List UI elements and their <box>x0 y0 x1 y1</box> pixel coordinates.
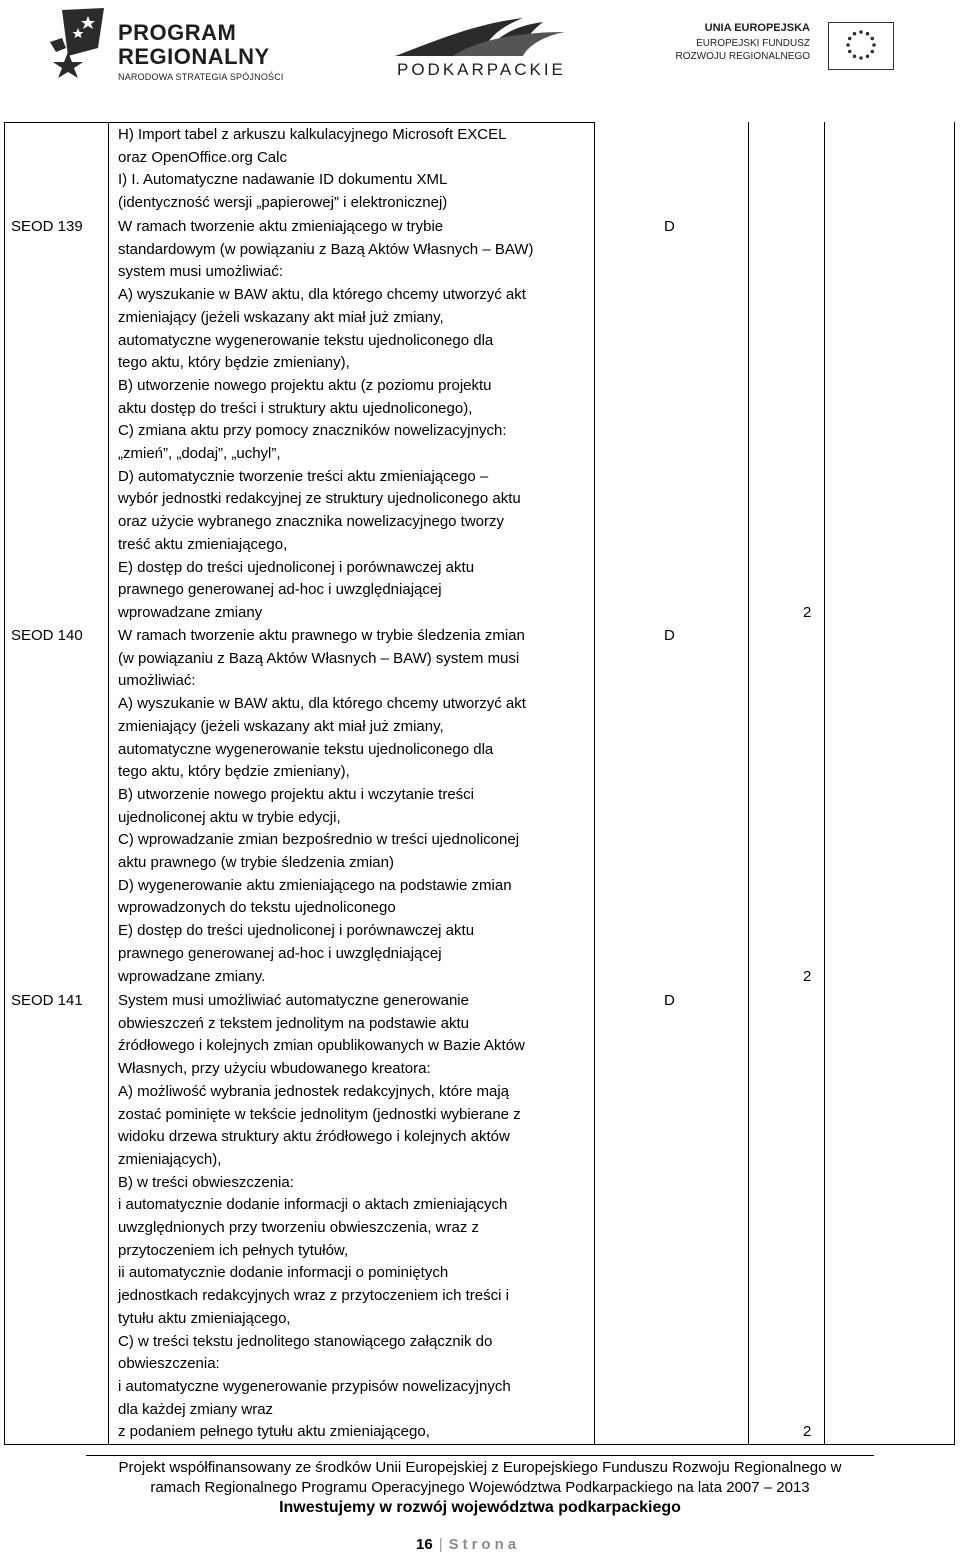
requirement-text-seod-139 <box>118 216 588 625</box>
text-line: A) możliwość wybrania jednostek redakcyjnych, które mają <box>118 1082 509 1100</box>
priority-seod-140: D <box>664 627 675 644</box>
program-line1: PROGRAM <box>118 20 237 45</box>
text-line: wybór jednostki redakcyjnej ze struktury ujednoliconego aktu <box>118 490 521 508</box>
text-line: prawnego generowanej ad-hoc i uwzględniającej <box>118 944 442 962</box>
text-line: tego aktu, który będzie zmieniany), <box>118 354 350 372</box>
weight-seod-141: 2 <box>803 1423 812 1440</box>
row-id-seod-139: SEOD 139 <box>11 218 83 235</box>
eu-line2: EUROPEJSKI FUNDUSZ <box>696 38 810 49</box>
requirement-text-seod-140 <box>118 625 588 988</box>
text-line: Własnych, przy użyciu wbudowanego kreatora: <box>118 1060 431 1078</box>
weight-seod-139: 2 <box>803 604 812 621</box>
text-line: jednostkach redakcyjnych wraz z przytoczeniem ich treści i <box>118 1287 509 1305</box>
intro-line: H) Import tabel z arkuszu kalkulacyjnego Microsoft EXCEL <box>118 126 507 143</box>
text-line: aktu prawnego (w trybie śledzenia zmian) <box>118 854 394 872</box>
row-id-seod-140: SEOD 140 <box>11 627 83 644</box>
text-line: System musi umożliwiać automatyczne generowanie <box>118 992 469 1009</box>
text-line: umożliwiać: <box>118 672 196 690</box>
region-logo-text: PODKARPACKIE <box>397 60 566 79</box>
footer-divider <box>86 1455 874 1456</box>
footer-line2: ramach Regionalnego Programu Operacyjnego Województwa Podkarpackiego na lata 2007 – 2013 <box>150 1479 810 1496</box>
text-line: obwieszczenia: <box>118 1355 220 1373</box>
text-line: zmieniających), <box>118 1150 222 1168</box>
text-line: wprowadzane zmiany. <box>118 967 266 985</box>
text-line: uwzględnionych przy tworzeniu obwieszczenia, wraz z <box>118 1219 479 1237</box>
text-line: z podaniem pełnego tytułu aktu zmieniającego, <box>118 1423 430 1441</box>
text-line: przytoczeniem ich pełnych tytułów, <box>118 1241 349 1259</box>
eu-line1: UNIA EUROPEJSKA <box>704 22 810 34</box>
eu-flag-icon <box>828 22 894 70</box>
page-number <box>416 1536 520 1553</box>
text-line: ujednoliconej aktu w trybie edycji, <box>118 808 341 826</box>
page-header <box>0 0 960 95</box>
text-line: zmieniający (jeżeli wskazany akt miał już zmiany, <box>118 717 444 735</box>
text-line: i automatyczne wygenerowanie przypisów nowelizacyjnych <box>118 1377 511 1395</box>
text-line: obwieszczeń z tekstem jednolitym na podstawie aktu <box>118 1014 470 1032</box>
hills-icon <box>393 12 568 58</box>
text-line: B) w treści obwieszczenia: <box>118 1173 294 1191</box>
text-line: widoku drzewa struktury aktu źródłowego i kolejnych aktów <box>118 1128 510 1146</box>
text-line: A) wyszukanie w BAW aktu, dla którego chcemy utworzyć akt <box>118 695 526 713</box>
text-line: zmieniający (jeżeli wskazany akt miał już zmiany, <box>118 308 444 326</box>
text-line: źródłowego i kolejnych zmian opublikowanych w Bazie Aktów <box>118 1037 525 1055</box>
intro-line: oraz OpenOffice.org Calc <box>118 148 287 166</box>
text-line: C) wprowadzanie zmian bezpośrednio w treści ujednoliconej <box>118 831 520 849</box>
text-line: automatyczne wygenerowanie tekstu ujednoliconego dla <box>118 740 494 758</box>
text-line: prawnego generowanej ad-hoc i uwzględniającej <box>118 581 442 599</box>
footer-line3: Inwestujemy w rozwój województwa podkarpackiego <box>279 1499 681 1516</box>
weight-seod-140: 2 <box>803 968 812 985</box>
text-line: oraz użycie wybranego znacznika nowelizacyjnego tworzy <box>118 513 505 531</box>
text-line: A) wyszukanie w BAW aktu, dla którego chcemy utworzyć akt <box>118 286 526 304</box>
text-line: wprowadzane zmiany <box>118 603 263 621</box>
text-line: wprowadzonych do tekstu ujednoliconego <box>118 899 396 917</box>
text-line: aktu dostęp do treści i struktury aktu ujednoliconego), <box>118 399 473 417</box>
text-line: C) w treści tekstu jednolitego stanowiącego załącznik do <box>118 1332 493 1350</box>
text-line: zostać pominięte w tekście jednolitym (jednostki wybierane z <box>118 1105 521 1123</box>
text-line: B) utworzenie nowego projektu aktu (z poziomu projektu <box>118 376 492 394</box>
text-line: W ramach tworzenie aktu zmieniającego w trybie <box>118 218 444 235</box>
text-line: (w powiązaniu z Bazą Aktów Własnych – BAW) system musi <box>118 649 520 667</box>
text-line: tego aktu, który będzie zmieniany), <box>118 763 350 781</box>
page-number-value: 16 <box>416 1536 433 1553</box>
text-line: treść aktu zmieniającego, <box>118 535 288 553</box>
program-regionalny-logo <box>48 8 308 83</box>
text-line: ii automatycznie dodanie informacji o pominiętych <box>118 1264 449 1282</box>
text-line: D) automatycznie tworzenie treści aktu zmieniającego – <box>118 467 489 485</box>
text-line: E) dostęp do treści ujednoliconej i porównawczej aktu <box>118 922 475 940</box>
intro-text <box>118 124 588 215</box>
text-line: D) wygenerowanie aktu zmieniającego na podstawie zmian <box>118 876 512 894</box>
intro-line: I) I. Automatyczne nadawanie ID dokumentu XML <box>118 171 448 189</box>
text-line: C) zmiana aktu przy pomocy znaczników nowelizacyjnych: <box>118 422 507 440</box>
star-flag-icon <box>48 8 106 78</box>
program-line3: NARODOWA STRATEGIA SPÓJNOŚCI <box>118 72 284 82</box>
intro-line: (identyczność wersji „papierowej” i elektronicznej) <box>118 194 448 212</box>
text-line: automatyczne wygenerowanie tekstu ujednoliconego dla <box>118 331 494 349</box>
page-number-separator: | <box>438 1536 443 1553</box>
text-line: standardowym (w powiązaniu z Bazą Aktów Własnych – BAW) <box>118 240 534 258</box>
text-line: „zmień”, „dodaj”, „uchyl”, <box>118 445 281 463</box>
text-line: E) dostęp do treści ujednoliconej i porównawczej aktu <box>118 558 475 576</box>
eu-logo <box>675 22 920 72</box>
footer-line1: Projekt współfinansowany ze środków Unii Europejskiej z Europejskiego Funduszu Rozwoju Regionalnego w <box>118 1459 842 1476</box>
page-word: Strona <box>448 1536 521 1553</box>
text-line: dla każdej zmiany wraz <box>118 1400 274 1418</box>
eu-line3: ROZWOJU REGIONALNEGO <box>675 51 810 62</box>
text-line: i automatycznie dodanie informacji o aktach zmieniających <box>118 1196 508 1214</box>
program-line2: REGIONALNY <box>118 44 270 69</box>
row-id-seod-141: SEOD 141 <box>11 992 83 1009</box>
priority-seod-139: D <box>664 218 675 235</box>
priority-seod-141: D <box>664 992 675 1009</box>
text-line: B) utworzenie nowego projektu aktu i wczytanie treści <box>118 785 475 803</box>
text-line: system musi umożliwiać: <box>118 263 284 281</box>
podkarpackie-logo <box>393 12 568 77</box>
text-line: W ramach tworzenie aktu prawnego w trybie śledzenia zmian <box>118 627 525 644</box>
text-line: tytułu aktu zmieniającego, <box>118 1309 291 1327</box>
requirement-text-seod-141 <box>118 990 588 1444</box>
